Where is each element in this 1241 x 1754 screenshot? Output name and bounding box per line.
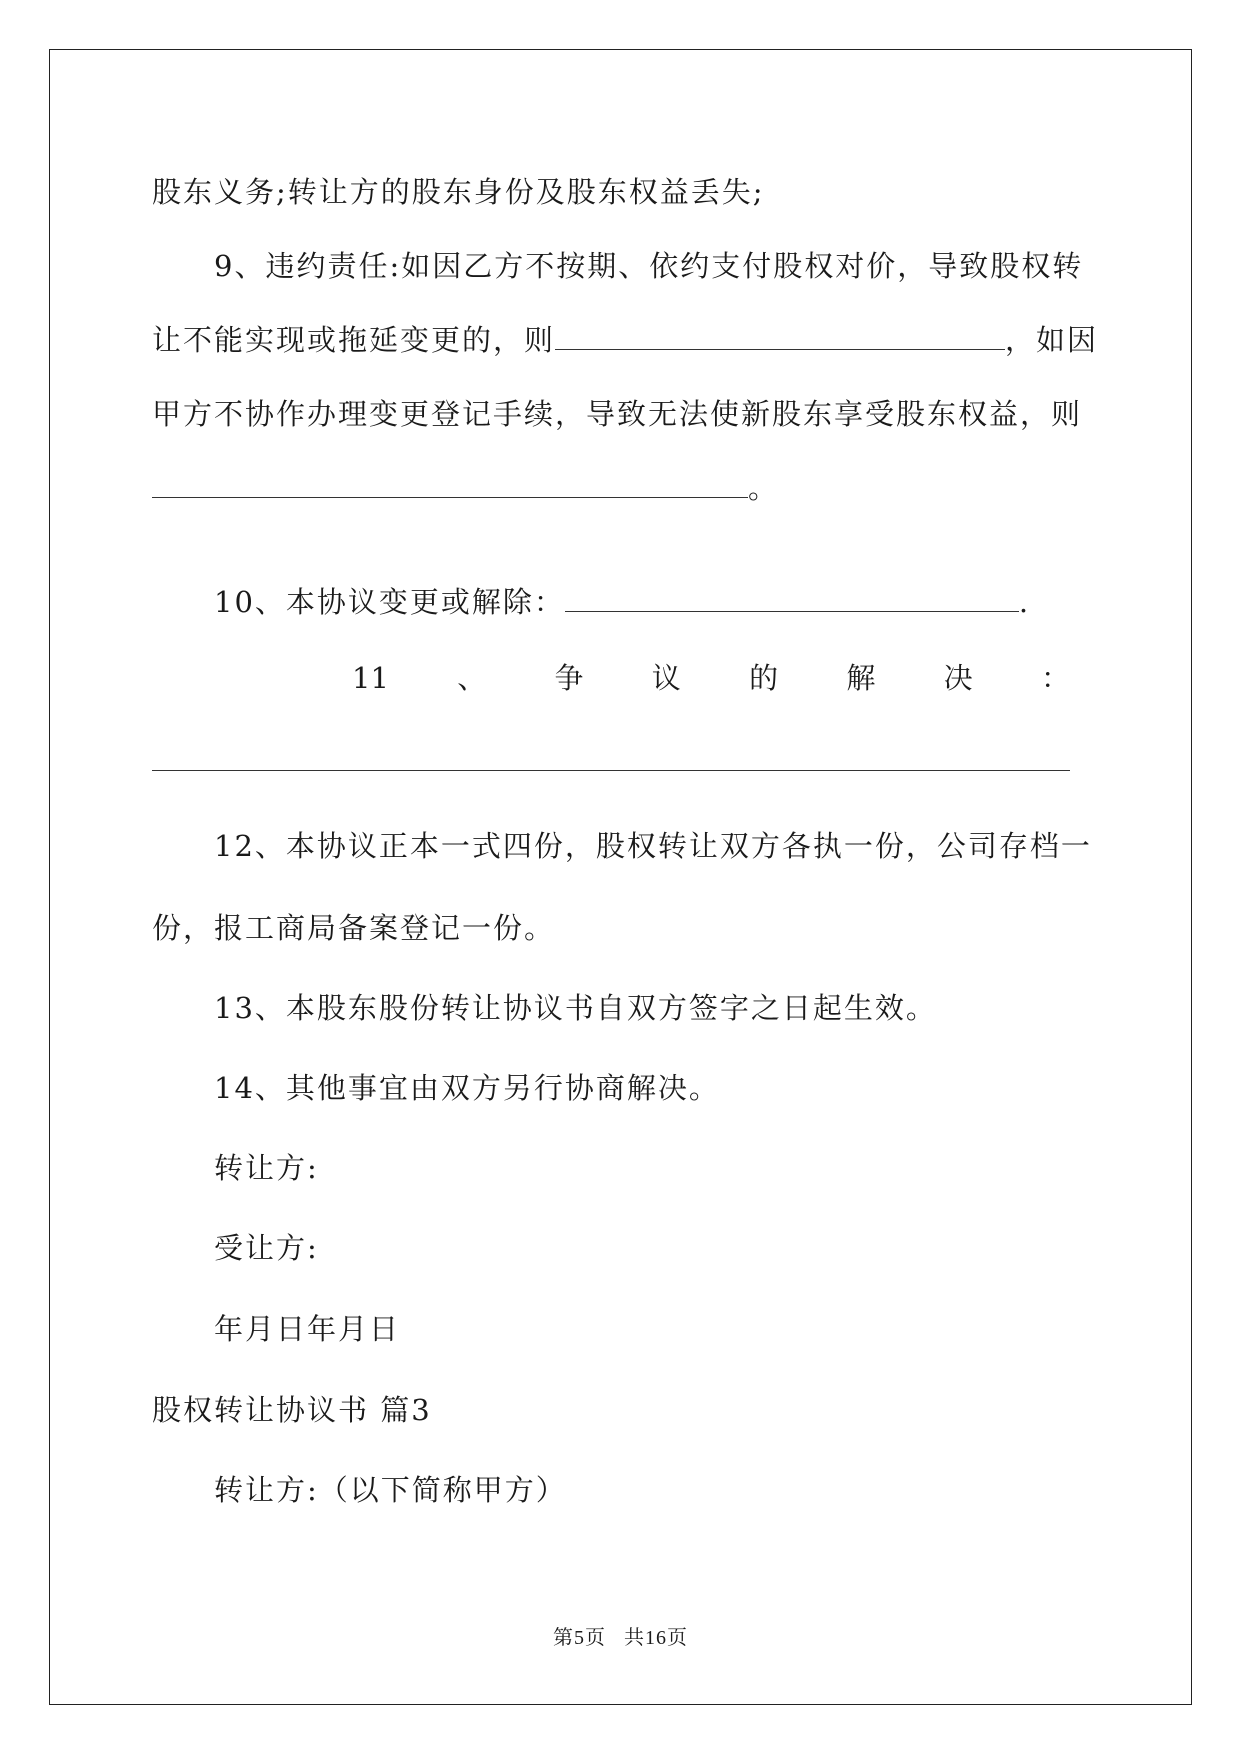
clause-14: 14、其他事宜由双方另行协商解决。 <box>214 1071 720 1105</box>
spread-char: 、 <box>457 661 487 695</box>
clause-12: 12、本协议正本一式四份，股权转让双方各执一份，公司存档一 <box>214 829 1092 863</box>
clause-10 <box>214 584 1030 620</box>
blank-line-row <box>152 470 779 506</box>
spread-char: 的 <box>749 661 779 695</box>
page-total: 共16页 <box>624 1627 688 1649</box>
spread-char: 议 <box>651 661 681 695</box>
text-segment: 。 <box>748 471 780 505</box>
spread-char: 11 <box>352 661 389 695</box>
clause-11-spread <box>152 660 1070 696</box>
blank-fill-line <box>152 770 1070 771</box>
spread-char: 决 <box>943 661 973 695</box>
text-segment: ，如因 <box>1005 323 1099 357</box>
section-title: 股权转让协议书 篇3 <box>152 1393 432 1427</box>
clause-13: 13、本股东股份转让协议书自双方签字之日起生效。 <box>214 991 937 1025</box>
transferee-label: 受让方: <box>214 1231 319 1265</box>
spread-char: ： <box>1040 661 1070 695</box>
blank-fill-line <box>565 587 1019 612</box>
transferor-label: 转让方: <box>214 1151 319 1185</box>
blank-fill-line <box>152 473 748 498</box>
page-border <box>49 49 1192 1705</box>
text-segment: 10、本协议变更或解除： <box>214 585 565 619</box>
blank-fill-line <box>555 325 1005 350</box>
spread-char: 争 <box>554 661 584 695</box>
page-number: 第5页 <box>553 1627 606 1649</box>
text-line: 甲方不协作办理变更登记手续，导致无法使新股东享受股东权益，则 <box>152 397 1083 431</box>
clause-9: 9、违约责任:如因乙方不按期、依约支付股权对价，导致股权转 <box>214 249 1084 283</box>
transferor-intro: 转让方:（以下简称甲方） <box>214 1473 567 1507</box>
page-footer <box>0 1626 1241 1650</box>
date-line: 年月日年月日 <box>214 1312 401 1346</box>
text-line: 股东义务;转让方的股东身份及股东权益丢失; <box>152 175 765 209</box>
text-segment: . <box>1018 585 1031 619</box>
text-line: 份，报工商局备案登记一份。 <box>152 911 556 945</box>
clause-9-continued <box>152 322 1098 358</box>
spread-char: 解 <box>846 661 876 695</box>
text-segment: 让不能实现或拖延变更的，则 <box>152 323 556 357</box>
